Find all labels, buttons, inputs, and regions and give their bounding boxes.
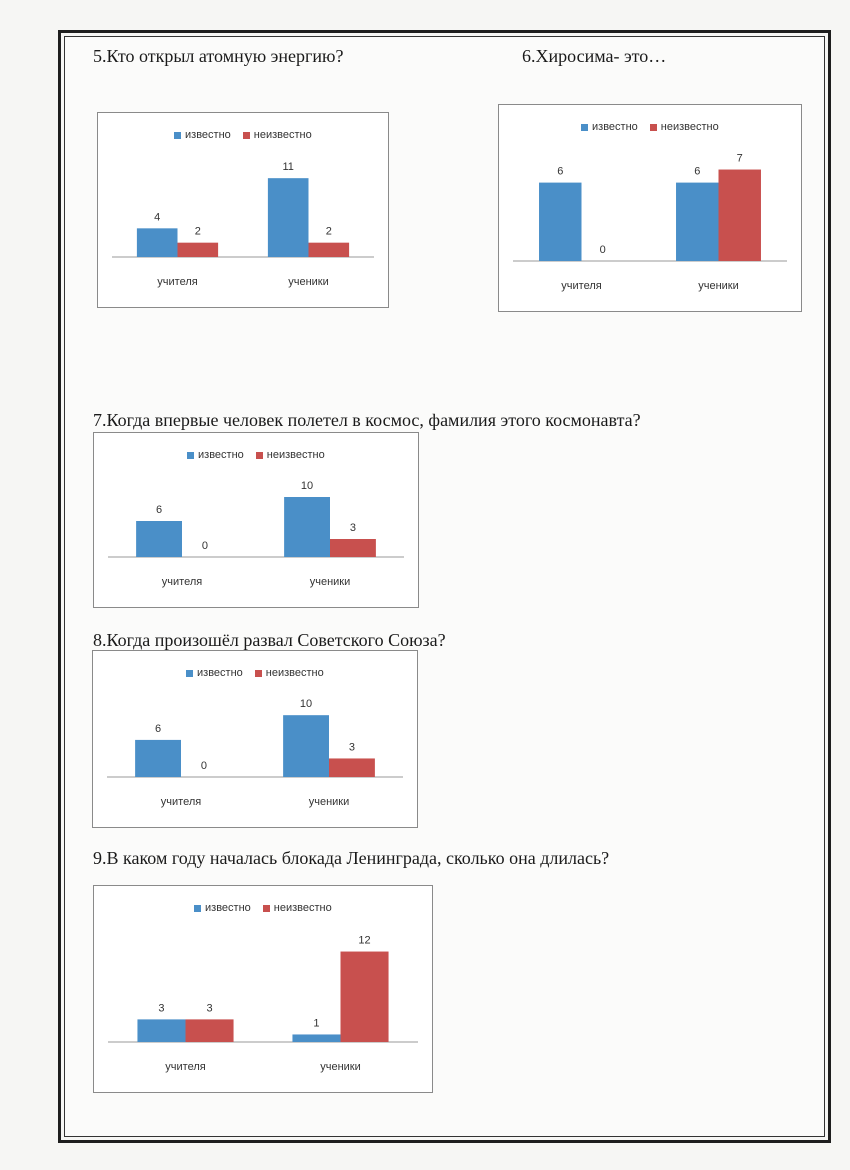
data-label: 6 <box>154 722 162 735</box>
category-label: учителя <box>161 576 203 588</box>
legend-label: неизвестно <box>660 121 719 133</box>
legend-label: известно <box>198 449 244 461</box>
category-label: учителя <box>160 796 202 808</box>
legend-label: неизвестно <box>266 449 325 461</box>
chart-q8 <box>92 650 418 828</box>
question-9-title: 9.В каком году началась блокада Ленинграда, сколько она длилась? <box>93 848 610 868</box>
data-label: 2 <box>325 225 332 238</box>
chart-q6 <box>498 104 802 312</box>
data-label: 6 <box>557 165 564 178</box>
data-label: 6 <box>694 165 701 178</box>
bar-known <box>283 715 329 777</box>
legend-label: известно <box>592 121 638 133</box>
bar-known <box>284 497 330 557</box>
bar-unknown <box>186 1019 234 1042</box>
legend-label: известно <box>197 667 243 679</box>
legend-label: известно <box>205 902 251 914</box>
chart-plot <box>94 886 432 1092</box>
chart-plot <box>94 433 418 607</box>
data-label: 7 <box>736 152 743 165</box>
data-label: 0 <box>599 244 606 256</box>
bar-known <box>292 1034 340 1042</box>
data-label: 12 <box>358 934 371 947</box>
category-label: ученики <box>320 1061 361 1073</box>
data-label: 3 <box>348 741 356 754</box>
question-8-title: 8.Когда произошёл развал Советского Союза? <box>93 630 446 650</box>
bar-unknown <box>329 758 375 777</box>
category-label: ученики <box>308 796 350 808</box>
question-5-title: 5.Кто открыл атомную энергию? <box>93 46 344 66</box>
category-label: ученики <box>698 280 739 292</box>
chart-q9 <box>93 885 433 1093</box>
category-label: ученики <box>309 576 351 588</box>
chart-q5 <box>97 112 389 308</box>
legend-label: известно <box>185 129 231 141</box>
category-label: учителя <box>561 280 602 292</box>
category-label: ученики <box>288 276 329 288</box>
category-label: учителя <box>165 1061 206 1073</box>
bar-unknown <box>719 170 761 261</box>
chart-plot <box>499 105 801 311</box>
bar-unknown <box>309 243 350 257</box>
chart-plot <box>93 651 417 827</box>
data-label: 6 <box>155 504 163 516</box>
bar-unknown <box>341 952 389 1042</box>
data-label: 10 <box>300 480 314 492</box>
question-6-title: 6.Хиросима- это… <box>522 46 667 66</box>
bar-unknown <box>178 243 219 257</box>
data-label: 4 <box>154 211 161 224</box>
chart-plot <box>98 113 388 307</box>
bar-known <box>137 1019 185 1042</box>
question-7-title: 7.Когда впервые человек полетел в космос, фамилия этого космонавта? <box>93 410 641 430</box>
data-label: 1 <box>313 1017 320 1030</box>
data-label: 3 <box>206 1002 213 1015</box>
bar-known <box>539 183 581 261</box>
data-label: 3 <box>158 1002 165 1015</box>
legend-label: неизвестно <box>265 667 324 679</box>
data-label: 2 <box>194 225 201 238</box>
data-label: 10 <box>299 698 313 711</box>
data-label: 11 <box>282 161 294 174</box>
bar-known <box>676 183 718 261</box>
bar-known <box>135 740 181 777</box>
legend-label: неизвестно <box>273 902 332 914</box>
bar-known <box>137 228 178 257</box>
category-label: учителя <box>157 276 198 288</box>
bar-known <box>136 521 182 557</box>
data-label: 3 <box>349 522 357 534</box>
data-label: 0 <box>200 760 208 772</box>
bar-unknown <box>330 539 376 557</box>
chart-q7 <box>93 432 419 608</box>
data-label: 0 <box>201 540 209 552</box>
legend-label: неизвестно <box>253 129 312 141</box>
bar-known <box>268 178 309 257</box>
